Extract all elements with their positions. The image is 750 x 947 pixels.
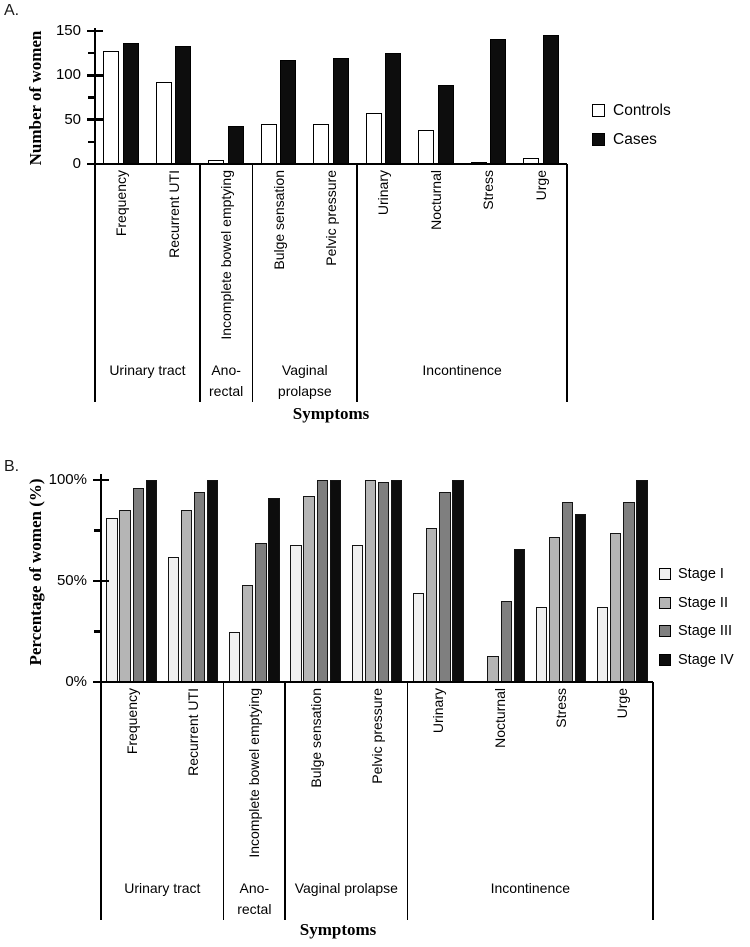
legend-swatch bbox=[659, 654, 671, 666]
panel-b-label: B. bbox=[4, 458, 20, 475]
bar-stage-iii bbox=[378, 482, 389, 682]
y-tick-label: 100% bbox=[48, 471, 87, 488]
bar-stage-iv bbox=[207, 480, 218, 682]
group-label-line: Urinary tract bbox=[109, 362, 186, 378]
bar-stage-iv bbox=[268, 498, 279, 682]
panel-b-y-axis-title: Percentage of women (%) bbox=[26, 478, 45, 666]
bar-stage-iii bbox=[194, 492, 205, 682]
legend-swatch bbox=[659, 568, 671, 580]
group-label-line: Vaginal bbox=[281, 362, 328, 378]
bar-stage-ii bbox=[549, 537, 560, 682]
category-label: Urge bbox=[614, 688, 631, 719]
legend-label: Stage IV bbox=[678, 651, 734, 668]
bar-stage-ii bbox=[487, 656, 498, 682]
legend-label: Controls bbox=[613, 102, 671, 119]
category-label: Bulge sensation bbox=[307, 688, 324, 788]
category-label: Nocturnal bbox=[491, 688, 508, 748]
category-label: Nocturnal bbox=[427, 170, 444, 230]
bar-stage-iii bbox=[501, 601, 512, 682]
group-label-line: Incontinence bbox=[490, 880, 571, 896]
legend-item-stage-ii bbox=[659, 594, 750, 623]
group-label-line: rectal bbox=[208, 383, 244, 399]
group-separator-line bbox=[223, 682, 225, 920]
bar-stage-iv bbox=[330, 480, 341, 682]
y-tick-label: 0% bbox=[65, 673, 87, 690]
y-major-tick bbox=[93, 479, 109, 481]
y-tick-label: 100 bbox=[55, 66, 81, 84]
bar-stage-i bbox=[536, 607, 547, 682]
group-separator-line bbox=[100, 682, 102, 920]
bar-stage-ii bbox=[426, 528, 437, 682]
y-tick-label: 50% bbox=[56, 572, 87, 589]
bar-stage-iv bbox=[636, 480, 647, 682]
bar-stage-iv bbox=[452, 480, 463, 682]
bar-stage-i bbox=[106, 518, 117, 682]
group-label bbox=[124, 878, 200, 899]
y-tick-label: 0 bbox=[72, 155, 81, 172]
legend-label: Cases bbox=[613, 131, 657, 148]
group-label-line: Vaginal prolapse bbox=[294, 880, 398, 896]
y-minor-tick bbox=[94, 630, 101, 632]
legend-swatch bbox=[659, 625, 671, 637]
category-label: Recurrent UTI bbox=[165, 170, 182, 258]
legend-swatch bbox=[659, 597, 671, 609]
category-label: Pelvic pressure bbox=[323, 170, 339, 266]
legend-item-stage-i bbox=[659, 565, 750, 594]
panel-b-x-axis-title: Symptoms bbox=[299, 920, 377, 939]
bar-stage-ii bbox=[610, 533, 621, 682]
group-label-line: prolapse bbox=[277, 383, 332, 399]
category-label: Bulge sensation bbox=[270, 170, 287, 270]
y-minor-tick bbox=[94, 529, 101, 531]
bar-stage-i bbox=[290, 545, 301, 682]
bar-stage-iii bbox=[562, 502, 573, 682]
bar-stage-ii bbox=[242, 585, 253, 682]
legend-label: Stage II bbox=[678, 594, 728, 611]
group-label-line: rectal bbox=[237, 901, 272, 917]
bar-stage-iii bbox=[133, 488, 144, 682]
group-label-line: Incontinence bbox=[422, 362, 502, 378]
bar-stage-iii bbox=[439, 492, 450, 682]
bar-stage-i bbox=[352, 545, 363, 682]
y-tick-label: 50 bbox=[64, 110, 81, 128]
group-separator-line bbox=[652, 682, 654, 920]
y-major-tick bbox=[93, 580, 109, 582]
bar-stage-i bbox=[597, 607, 608, 682]
y-tick-label: 150 bbox=[55, 22, 81, 39]
legend-item-stage-iv bbox=[659, 651, 750, 680]
x-axis-line bbox=[101, 681, 653, 683]
category-label: Recurrent UTI bbox=[185, 688, 201, 776]
bar-stage-iv bbox=[514, 549, 525, 682]
bar-stage-i bbox=[413, 593, 424, 682]
group-label-line: Ano- bbox=[239, 880, 270, 896]
bar-stage-iii bbox=[623, 502, 634, 682]
bar-stage-ii bbox=[119, 510, 130, 682]
panel-a-label: A. bbox=[4, 2, 20, 19]
group-label bbox=[491, 878, 570, 899]
bar-stage-iii bbox=[255, 543, 266, 682]
bar-stage-i bbox=[168, 557, 179, 682]
legend-item-stage-iii bbox=[659, 622, 750, 651]
bar-stage-iv bbox=[575, 514, 586, 682]
category-label: Urge bbox=[532, 170, 549, 201]
category-label: Stress bbox=[480, 170, 497, 210]
legend-label: Stage I bbox=[678, 566, 724, 582]
legend-label: Stage III bbox=[678, 623, 733, 640]
category-label: Urinary bbox=[430, 688, 447, 734]
category-label: Frequency bbox=[123, 688, 140, 755]
group-label bbox=[237, 878, 271, 920]
category-label: Incomplete bowel emptying bbox=[246, 688, 263, 858]
bar-stage-ii bbox=[303, 496, 314, 682]
bar-stage-iii bbox=[317, 480, 328, 682]
group-separator-line bbox=[284, 682, 286, 920]
category-label: Pelvic pressure bbox=[369, 688, 385, 784]
group-label-line: Ano- bbox=[211, 362, 241, 378]
category-label: Urinary bbox=[375, 170, 392, 216]
category-label: Incomplete bowel emptying bbox=[218, 170, 235, 340]
group-separator-line bbox=[407, 682, 409, 920]
category-label: Frequency bbox=[113, 170, 130, 237]
panel-a-x-axis-title: Symptoms bbox=[292, 404, 370, 423]
group-label-line: Urinary tract bbox=[124, 880, 201, 896]
category-label: Stress bbox=[553, 688, 569, 728]
group-label bbox=[295, 878, 398, 899]
bar-stage-ii bbox=[365, 480, 376, 682]
bar-stage-i bbox=[229, 632, 240, 683]
bar-stage-iv bbox=[146, 480, 157, 682]
bar-stage-ii bbox=[181, 510, 192, 682]
panel-a-y-axis-title: Number of women bbox=[26, 30, 45, 166]
bar-stage-iv bbox=[391, 480, 402, 682]
